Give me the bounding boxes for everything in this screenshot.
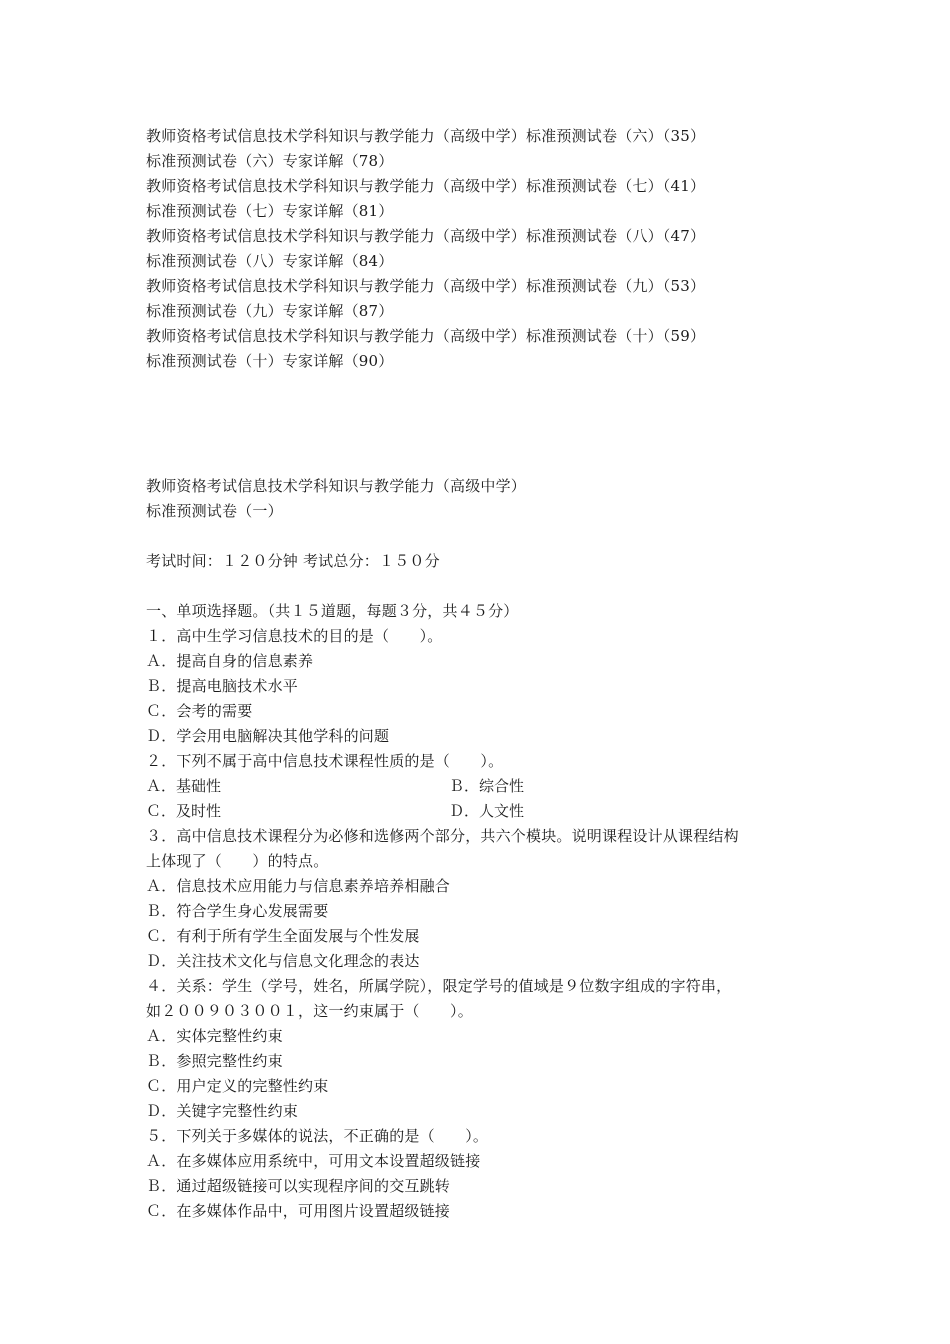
toc-entry: 教师资格考试信息技术学科知识与教学能力（高级中学）标准预测试卷（九）（53） [146,277,706,295]
question-5-stem: ５．下列关于多媒体的说法，不正确的是（ ）。 [146,1127,489,1145]
question-2-option-c: Ｃ．及时性 [146,802,222,820]
toc-entry: 教师资格考试信息技术学科知识与教学能力（高级中学）标准预测试卷（八）（47） [146,227,706,245]
question-2-options-row [146,774,826,799]
exam-subtitle: 标准预测试卷（一） [146,502,283,520]
toc-entry: 教师资格考试信息技术学科知识与教学能力（高级中学）标准预测试卷（六）（35） [146,127,706,145]
exam-paper [146,474,826,1224]
question-4-option-a: Ａ．实体完整性约束 [146,1027,283,1045]
toc-entry: 标准预测试卷（七）专家详解（81） [146,202,394,220]
question-4-option-d: Ｄ．关键字完整性约束 [146,1102,299,1120]
section-heading: 一、单项选择题。（共１５道题，每题３分，共４５分） [146,602,519,620]
question-4-option-b: Ｂ．参照完整性约束 [146,1052,283,1070]
toc-entry: 标准预测试卷（六）专家详解（78） [146,152,394,170]
question-2-option-b: Ｂ．综合性 [449,777,525,795]
question-1-option-b: Ｂ．提高电脑技术水平 [146,677,299,695]
exam-info: 考试时间：１２０分钟 考试总分：１５０分 [146,552,440,570]
spacer [146,574,826,599]
question-4-stem-continued: 如２００９０３００１，这一约束属于（ ）。 [146,1002,473,1020]
question-3-option-b: Ｂ．符合学生身心发展需要 [146,902,329,920]
question-1-option-c: Ｃ．会考的需要 [146,702,253,720]
toc-entry: 标准预测试卷（八）专家详解（84） [146,252,394,270]
toc-entry: 教师资格考试信息技术学科知识与教学能力（高级中学）标准预测试卷（十）（59） [146,327,706,345]
question-4-stem: ４．关系：学生（学号，姓名，所属学院），限定学号的值域是９位数字组成的字符串， [146,977,732,995]
question-1-option-a: Ａ．提高自身的信息素养 [146,652,314,670]
question-5-option-c: Ｃ．在多媒体作品中，可用图片设置超级链接 [146,1202,451,1220]
question-3-stem-continued: 上体现了（ ）的特点。 [146,852,329,870]
question-2-stem: ２．下列不属于高中信息技术课程性质的是（ ）。 [146,752,504,770]
question-1-stem: １．高中生学习信息技术的目的是（ ）。 [146,627,443,645]
question-2-option-d: Ｄ．人文性 [449,802,525,820]
question-3-option-d: Ｄ．关注技术文化与信息文化理念的表达 [146,952,420,970]
question-2-options-row [146,799,826,824]
question-3-stem: ３．高中信息技术课程分为必修和选修两个部分，共六个模块。说明课程设计从课程结构 [146,827,739,845]
exam-title: 教师资格考试信息技术学科知识与教学能力（高级中学） [146,477,527,495]
toc-entry: 标准预测试卷（十）专家详解（90） [146,352,394,370]
question-4-option-c: Ｃ．用户定义的完整性约束 [146,1077,329,1095]
table-of-contents [146,124,826,374]
toc-entry: 标准预测试卷（九）专家详解（87） [146,302,394,320]
toc-entry: 教师资格考试信息技术学科知识与教学能力（高级中学）标准预测试卷（七）（41） [146,177,706,195]
question-1-option-d: Ｄ．学会用电脑解决其他学科的问题 [146,727,390,745]
question-5-option-b: Ｂ．通过超级链接可以实现程序间的交互跳转 [146,1177,451,1195]
question-3-option-c: Ｃ．有利于所有学生全面发展与个性发展 [146,927,420,945]
question-3-option-a: Ａ．信息技术应用能力与信息素养培养相融合 [146,877,451,895]
spacer [146,524,826,549]
question-5-option-a: Ａ．在多媒体应用系统中，可用文本设置超级链接 [146,1152,481,1170]
question-2-option-a: Ａ．基础性 [146,777,222,795]
